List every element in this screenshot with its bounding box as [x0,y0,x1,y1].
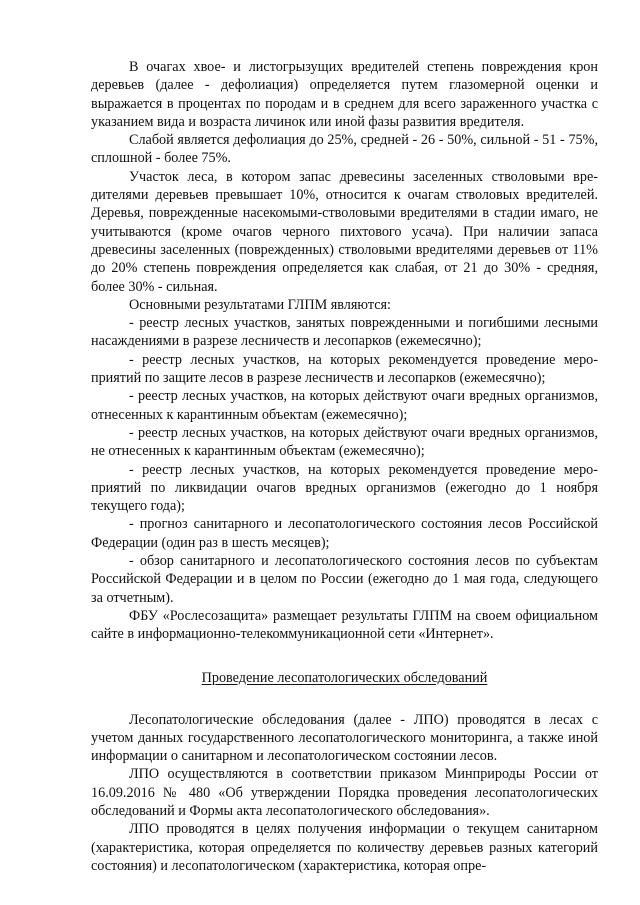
list-item-forecast: - прогноз санитарного и лесопатологического состояния лесов Российской Федерации (один раз в шесть месяцев); [91,516,598,551]
list-item-review: - обзор санитарного и лесопатологического состояния лесов по субъектам Российской Федерации и в целом по России (ежегодно до 1 мая года, следующего за отчетным). [91,553,598,606]
list-item-liquidation-registry: - реестр лесных участков, на которых рекомендуется проведение мероприятий по ликвидации очагов вредных организмов (ежегодно до 1 ноября текущего года); [91,461,598,515]
section-heading: Проведение лесопатологических обследований [201,669,488,686]
paragraph-lpo-purpose: ЛПО проводятся в целях получения информации о текущем санитарном (характеристика, которая определяется по количеству деревьев разных категорий состояния) и лесопатологическом (характеристика, которая опре- [91,821,598,874]
paragraph-lpo-order: ЛПО осуществляются в соответствии приказом Минприроды России от 16.09.2016 № 480 «Об утверждении Порядка проведения лесопатологических обследований и Формы акта лесопатологического обследования». [91,766,598,819]
paragraph-stem-pests: Участок леса, в котором запас древесины заселенных стволовыми вредителями деревьев превышает 10%, относится к очагам стволовых вредителей. Деревья, поврежденные насекомыми-стволовыми вредителями в стадии имаго, не учитываются (кроме очагов черного пихтового усача). При наличии запаса древесины заселенных (поврежденных) стволовыми вредителями деревьев от 11% до 20% степень повреждения определяется как слабая, от 21 до 30% - средняя, более 30% - сильная. [91,168,598,295]
list-item-protection-registry: - реестр лесных участков, на которых рекомендуется проведение мероприятий по защите лесов в разрезе лесничеств и лесопарков (ежемесячно); [91,351,598,387]
list-item-non-quarantine-registry: - реестр лесных участков, на которых действуют очаги вредных организмов, не отнесенных к карантинным объектам (ежемесячно); [91,424,598,460]
paragraph-defoliation-levels: Слабой является дефолиация до 25%, средней - 26 - 50%, сильной - 51 - 75%, сплошной - более 75%. [91,132,598,167]
paragraph-defoliation-intro: В очагах хвое- и листогрызущих вредителей степень повреждения крон деревьев (далее - дефолиация) определяется путем глазомерной оценки и выражается в процентах по породам и в среднем для всего зараженного участка с указанием вида и возраста личинок или иной фазы развития вредителя. [91,59,598,130]
paragraph-publication: ФБУ «Рослесозащита» размещает результаты ГЛПМ на своем официальном сайте в информационно-телекоммуникационной сети «Интернет». [91,607,598,643]
list-item-damaged-registry: - реестр лесных участков, занятых поврежденными и погибшими лесными насаждениями в разрезе лесничеств и лесопарков (ежемесячно); [91,315,598,350]
list-item-quarantine-registry: - реестр лесных участков, на которых действуют очаги вредных организмов, отнесенных к карантинным объектам (ежемесячно); [91,388,598,423]
paragraph-glpm-results-intro: Основными результатами ГЛПМ являются: [129,296,391,313]
paragraph-lpo-definition: Лесопатологические обследования (далее - ЛПО) проводятся в лесах с учетом данных государственного лесопатологического мониторинга, а также иной информации о санитарном и лесопатологическом состоянии лесов. [91,711,598,765]
